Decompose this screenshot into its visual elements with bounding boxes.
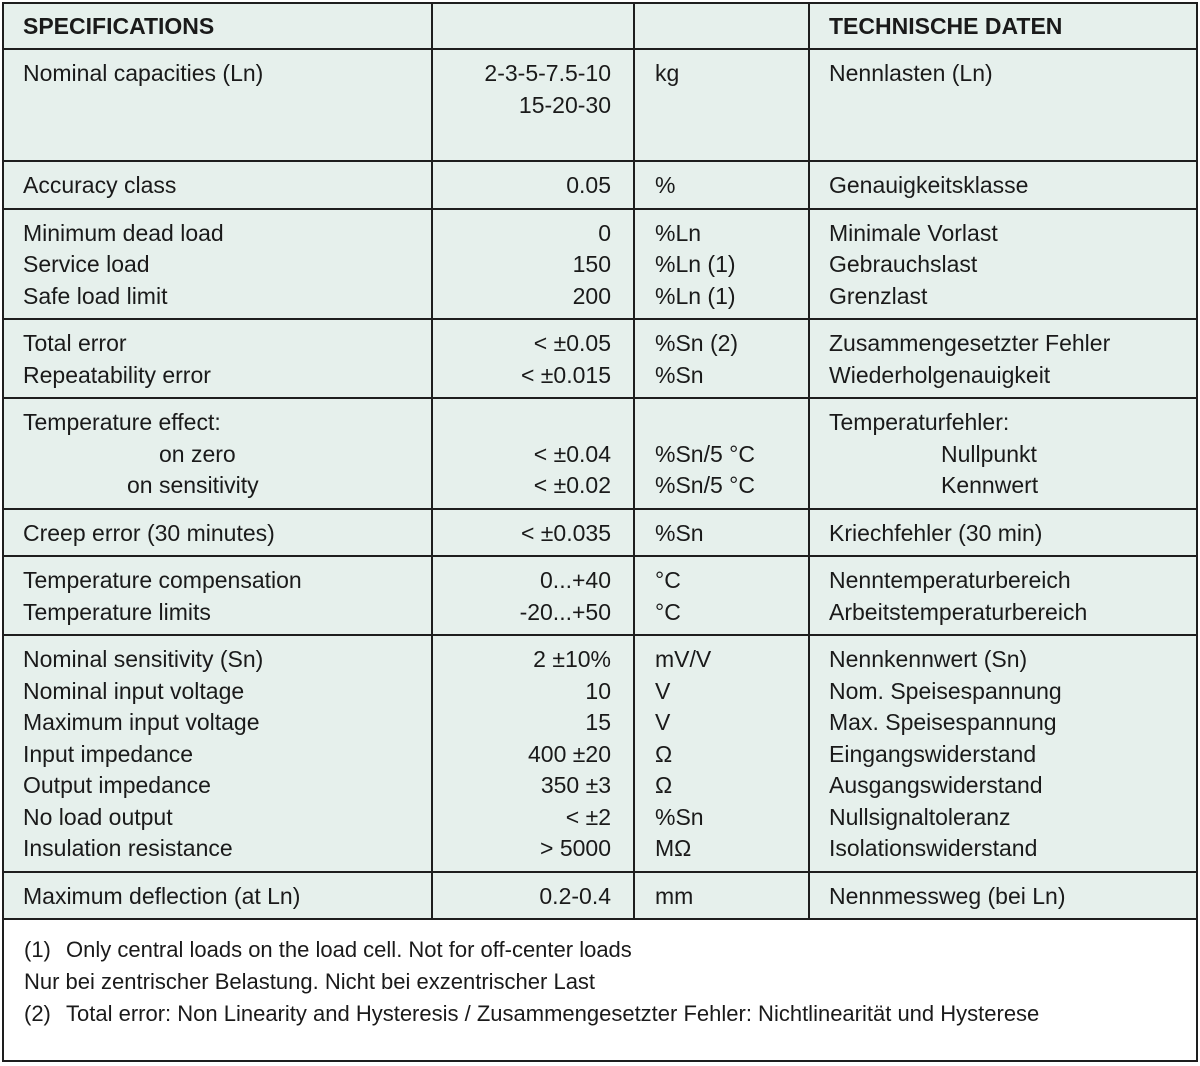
label-service-load: Service load: [23, 251, 150, 277]
unit-output-impedance: Ω: [655, 772, 673, 798]
unit-repeatability-error: %Sn: [655, 361, 704, 388]
de-repeatability-error: Wiederholgenauigkeit: [829, 361, 1051, 388]
unit-temperature-compensation: °C: [655, 567, 681, 593]
de-maximum-input-voltage: Max. Speisespannung: [829, 709, 1057, 735]
footnote-2: [24, 998, 1196, 1030]
group-electrical: [4, 635, 1196, 872]
label-cell: [4, 161, 432, 209]
de-nominal-input-voltage: Nom. Speisespannung: [829, 677, 1062, 704]
unit-no-load-output: %Sn: [655, 803, 704, 830]
unit-on-zero: %Sn/5 °C: [655, 440, 755, 467]
german-cell: [809, 872, 1196, 920]
value-input-impedance: 400 ±20: [528, 740, 611, 767]
german-cell: [809, 209, 1196, 320]
value-temperature-limits: -20...+50: [519, 598, 611, 625]
de-maximum-deflection: Nennmessweg (bei Ln): [829, 882, 1066, 909]
de-total-error: Zusammengesetzter Fehler: [829, 330, 1111, 356]
german-cell: [809, 398, 1196, 509]
unit-cell: [634, 49, 809, 161]
group-loads: [4, 209, 1196, 320]
footnote-1-line-2: Nur bei zentrischer Belastung. Nicht bei exzentrischer Last: [24, 969, 596, 994]
de-safe-load-limit: Grenzlast: [829, 282, 928, 309]
footnote-1: [24, 934, 1196, 966]
footnotes: [4, 920, 1196, 1030]
value-repeatability-error: < ±0.015: [520, 361, 611, 388]
value-total-error: < ±0.05: [533, 330, 611, 356]
label-nominal-input-voltage: Nominal input voltage: [23, 677, 245, 704]
value-cell: [432, 635, 634, 872]
footnote-1-number: (1): [24, 937, 51, 962]
value-minimum-dead-load: 0: [598, 219, 611, 246]
label-temperature-effect: Temperature effect:: [23, 409, 221, 435]
label-maximum-deflection: Maximum deflection (at Ln): [23, 882, 301, 909]
german-cell: [809, 556, 1196, 635]
unit-temperature-limits: °C: [655, 598, 681, 625]
unit-nominal-input-voltage: V: [655, 677, 671, 704]
value-cell: [432, 398, 634, 509]
german-cell: [809, 49, 1196, 161]
unit-cell: [634, 209, 809, 320]
de-accuracy-class: Genauigkeitsklasse: [829, 172, 1029, 198]
unit-cell: [634, 319, 809, 398]
unit-temperature-effect: [655, 407, 808, 439]
de-service-load: Gebrauchslast: [829, 251, 978, 277]
label-minimum-dead-load: Minimum dead load: [23, 219, 224, 246]
unit-kg: kg: [655, 60, 680, 86]
value-insulation-resistance: > 5000: [540, 835, 611, 861]
unit-cell: [634, 556, 809, 635]
label-on-sensitivity: on sensitivity: [127, 472, 259, 498]
de-temperature-limits: Arbeitstemperaturbereich: [829, 598, 1088, 625]
unit-cell: [634, 398, 809, 509]
label-cell: [4, 49, 432, 161]
de-nullpunkt: Nullpunkt: [941, 440, 1037, 467]
label-cell: [4, 209, 432, 320]
group-accuracy-class: [4, 161, 1196, 209]
value-safe-load-limit: 200: [572, 282, 611, 309]
label-temperature-limits: Temperature limits: [23, 598, 211, 625]
unit-cell: [634, 635, 809, 872]
value-cell: [432, 209, 634, 320]
group-maximum-deflection: [4, 872, 1196, 920]
value-service-load: 150: [572, 251, 611, 277]
header-row: [4, 4, 1196, 49]
label-creep-error: Creep error (30 minutes): [23, 519, 275, 546]
label-output-impedance: Output impedance: [23, 772, 211, 798]
de-nennlasten: Nennlasten (Ln): [829, 60, 993, 86]
de-insulation-resistance: Isolationswiderstand: [829, 835, 1038, 861]
value-nominal-sensitivity: 2 ±10%: [533, 646, 611, 672]
unit-cell: [634, 872, 809, 920]
value-cell: [432, 556, 634, 635]
header-unit-blank: [634, 4, 809, 49]
label-insulation-resistance: Insulation resistance: [23, 835, 233, 861]
de-temperature-compensation: Nenntemperaturbereich: [829, 567, 1071, 593]
group-nominal-capacities: [4, 49, 1196, 161]
value-cell: [432, 161, 634, 209]
unit-on-sensitivity: %Sn/5 °C: [655, 472, 755, 498]
label-cell: [4, 398, 432, 509]
unit-maximum-deflection: mm: [655, 882, 694, 909]
label-total-error: Total error: [23, 330, 127, 356]
label-cell: [4, 635, 432, 872]
label-maximum-input-voltage: Maximum input voltage: [23, 709, 260, 735]
label-accuracy-class: Accuracy class: [23, 172, 177, 198]
label-no-load-output: No load output: [23, 803, 173, 830]
label-safe-load-limit: Safe load limit: [23, 282, 168, 309]
de-no-load-output: Nullsignaltoleranz: [829, 803, 1011, 830]
de-output-impedance: Ausgangswiderstand: [829, 772, 1043, 798]
value-on-zero: < ±0.04: [533, 440, 611, 467]
value-capacities-2: 15-20-30: [518, 91, 611, 118]
header-specifications: SPECIFICATIONS: [4, 4, 432, 49]
de-creep-error: Kriechfehler (30 min): [829, 519, 1043, 546]
header-value-blank: [432, 4, 634, 49]
value-maximum-input-voltage: 15: [585, 709, 611, 735]
unit-minimum-dead-load: %Ln: [655, 219, 702, 246]
german-cell: [809, 509, 1196, 557]
de-minimum-dead-load: Minimale Vorlast: [829, 219, 998, 246]
label-cell: [4, 556, 432, 635]
label-on-zero: on zero: [159, 440, 236, 467]
unit-creep-error: %Sn: [655, 519, 704, 546]
group-temperature-ranges: [4, 556, 1196, 635]
group-temperature-effect: [4, 398, 1196, 509]
spec-sheet: [2, 2, 1198, 1062]
group-errors: [4, 319, 1196, 398]
unit-total-error: %Sn (2): [655, 330, 739, 356]
de-nominal-sensitivity: Nennkennwert (Sn): [829, 646, 1028, 672]
label-input-impedance: Input impedance: [23, 740, 194, 767]
de-kennwert: Kennwert: [941, 472, 1039, 498]
unit-service-load: %Ln (1): [655, 251, 736, 277]
unit-input-impedance: Ω: [655, 740, 673, 767]
spec-table: [4, 4, 1196, 920]
label-nominal-capacities: Nominal capacities (Ln): [23, 60, 264, 86]
value-output-impedance: 350 ±3: [540, 772, 611, 798]
german-cell: [809, 161, 1196, 209]
footnote-1-line-1: Only central loads on the load cell. Not for off-center loads: [66, 937, 632, 962]
value-capacities-1: 2-3-5-7.5-10: [484, 60, 611, 86]
value-nominal-input-voltage: 10: [585, 677, 611, 704]
value-accuracy-class: 0.05: [566, 172, 611, 198]
unit-cell: [634, 161, 809, 209]
footnote-2-number: (2): [24, 1001, 51, 1026]
unit-accuracy-class: %: [655, 172, 676, 198]
header-technische-daten: TECHNISCHE DATEN: [809, 4, 1196, 49]
label-cell: [4, 509, 432, 557]
de-input-impedance: Eingangswiderstand: [829, 740, 1037, 767]
value-maximum-deflection: 0.2-0.4: [539, 882, 611, 909]
label-temperature-compensation: Temperature compensation: [23, 567, 302, 593]
value-temperature-compensation: 0...+40: [540, 567, 611, 593]
value-cell: [432, 872, 634, 920]
value-creep-error: < ±0.035: [520, 519, 611, 546]
label-nominal-sensitivity: Nominal sensitivity (Sn): [23, 646, 264, 672]
label-cell: [4, 872, 432, 920]
unit-maximum-input-voltage: V: [655, 709, 671, 735]
unit-safe-load-limit: %Ln (1): [655, 282, 736, 309]
value-on-sensitivity: < ±0.02: [533, 472, 611, 498]
value-no-load-output: < ±2: [565, 803, 611, 830]
value-cell: [432, 509, 634, 557]
label-repeatability-error: Repeatability error: [23, 361, 211, 388]
value-cell: [432, 319, 634, 398]
german-cell: [809, 319, 1196, 398]
label-cell: [4, 319, 432, 398]
unit-insulation-resistance: MΩ: [655, 835, 692, 861]
value-temperature-effect: [433, 407, 611, 439]
value-cell: [432, 49, 634, 161]
unit-cell: [634, 509, 809, 557]
german-cell: [809, 635, 1196, 872]
de-temperature-effect: Temperaturfehler:: [829, 409, 1010, 435]
unit-nominal-sensitivity: mV/V: [655, 646, 712, 672]
footnote-2-line-1: Total error: Non Linearity and Hysteresis / Zusammengesetzter Fehler: Nichtlinearität und Hysterese: [66, 1001, 1040, 1026]
group-creep-error: [4, 509, 1196, 557]
